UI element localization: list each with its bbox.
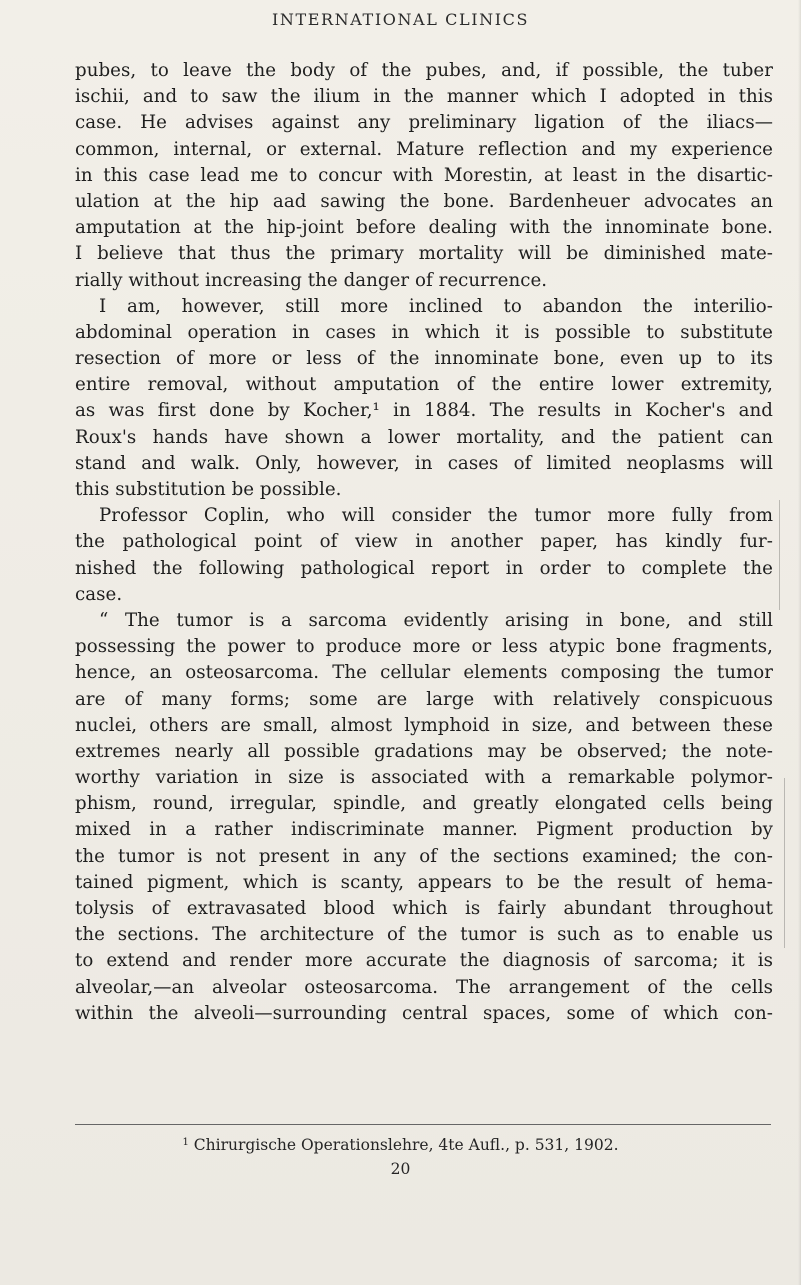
footnote-marker: 1: [182, 1137, 189, 1148]
text-line: alveolar,—an alveolar osteosarcoma. The arrangement of the cells: [75, 976, 773, 998]
text-line: common, internal, or external. Mature reflection and my experience: [75, 138, 773, 160]
text-line: entire removal, without amputation of the entire lower extremity,: [75, 374, 773, 396]
footnote-text: Chirurgische Operationslehre, 4te Aufl., p. 531, 1902.: [193, 1136, 619, 1154]
text-line: nished the following pathological report in order to complete the: [75, 557, 773, 579]
text-line: resection of more or less of the innominate bone, even up to its: [75, 348, 773, 370]
text-line: tained pigment, which is scanty, appears to be the result of hema-: [75, 871, 773, 893]
text-line: I believe that thus the primary mortality will be diminished mate-: [75, 243, 773, 265]
text-line: ulation at the hip aad sawing the bone. Bardenheuer advocates an: [75, 190, 773, 212]
text-line: this substitution be possible.: [75, 479, 342, 500]
text-line: “ The tumor is a sarcoma evidently arising in bone, and still: [99, 609, 773, 631]
text-line: within the alveoli—surrounding central spaces, some of which con-: [75, 1002, 773, 1024]
text-line: tolysis of extravasated blood which is fairly abundant throughout: [75, 898, 773, 919]
footnote-divider: [75, 1124, 771, 1125]
text-line: case.: [75, 583, 123, 605]
text-line: abdominal operation in cases in which it is possible to substitute: [75, 321, 773, 343]
text-line: worthy variation in size is associated with a remarkable polymor-: [75, 767, 773, 789]
text-line: rially without increasing the danger of recurrence.: [75, 269, 548, 291]
text-line: pubes, to leave the body of the pubes, and, if possible, the tuber: [75, 60, 773, 81]
running-head: INTERNATIONAL CLINICS: [271, 10, 530, 29]
page-number: 20: [390, 1160, 411, 1178]
text-line: Roux's hands have shown a lower mortality, and the patient can: [75, 426, 773, 448]
body-text: [75, 58, 773, 1027]
text-line: Professor Coplin, who will consider the tumor more fully from: [99, 505, 773, 527]
text-line: hence, an osteosarcoma. The cellular elements composing the tumor: [75, 662, 773, 684]
text-line: nuclei, others are small, almost lymphoid in size, and between these: [75, 714, 773, 736]
text-line: phism, round, irregular, spindle, and greatly elongated cells being: [75, 793, 773, 815]
text-line: ischii, and to saw the ilium in the manner which I adopted in this: [75, 86, 773, 108]
text-line: amputation at the hip-joint before dealing with the innominate bone.: [75, 217, 773, 239]
text-line: extremes nearly all possible gradations may be observed; the note-: [75, 740, 773, 762]
text-line: possessing the power to produce more or less atypic bone fragments,: [75, 636, 773, 658]
text-line: the tumor is not present in any of the sections examined; the con-: [75, 845, 773, 867]
text-line: the sections. The architecture of the tumor is such as to enable us: [75, 924, 773, 946]
page-edge-mark: [779, 500, 780, 610]
footnote: [0, 1136, 801, 1154]
text-line: I am, however, still more inclined to abandon the interilio-: [99, 295, 773, 317]
text-line: the pathological point of view in another paper, has kindly fur-: [75, 531, 773, 553]
text-line: case. He advises against any preliminary ligation of the iliacs—: [75, 112, 773, 134]
text-line: are of many forms; some are large with relatively conspicuous: [75, 688, 773, 710]
text-line: stand and walk. Only, however, in cases of limited neoplasms will: [75, 452, 773, 474]
text-line: to extend and render more accurate the diagnosis of sarcoma; it is: [75, 950, 773, 972]
text-line: as was first done by Kocher,¹ in 1884. The results in Kocher's and: [75, 400, 773, 422]
text-line: in this case lead me to concur with Morestin, at least in the disartic-: [75, 164, 773, 186]
page-edge-mark: [784, 778, 785, 948]
text-line: mixed in a rather indiscriminate manner. Pigment production by: [75, 819, 773, 841]
